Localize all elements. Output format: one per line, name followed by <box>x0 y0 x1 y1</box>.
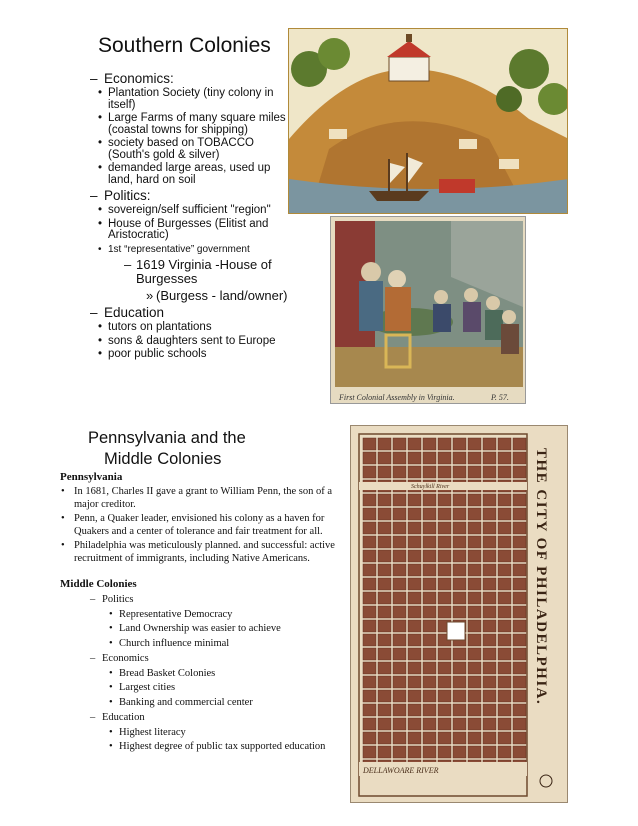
map-title: THE CITY OF PHILADELPHIA. <box>533 448 549 706</box>
delaware-river-label: DELLAWOARE RIVER <box>363 766 439 775</box>
engraving-page: P. 57. <box>491 393 509 402</box>
colonial-assembly-engraving <box>330 216 526 404</box>
list-item: • sons & daughters sent to Europe <box>90 336 290 348</box>
list-item: • Bread Basket Colonies <box>60 668 350 681</box>
list-item: • Penn, a Quaker leader, envisioned his colony as a haven for Quakers and a center of tolerance and fair treatment for all. <box>60 513 350 538</box>
politics-label-text: Politics <box>102 594 134 605</box>
economics-heading: – Economics: <box>90 71 290 86</box>
subsub-item-text: (Burgess - land/owner) <box>156 288 288 303</box>
southern-outline <box>90 69 290 361</box>
list-item: • tutors on plantations <box>90 322 290 334</box>
list-item: • House of Burgesses (Elitist and Aristocratic) <box>90 219 290 242</box>
philadelphia-map <box>350 425 568 803</box>
economics-label-text: Economics <box>102 653 149 664</box>
list-item: • Large Farms of many square miles (coastal towns for shipping) <box>90 113 290 136</box>
subsub-item: » (Burgess - land/owner) <box>146 288 288 303</box>
economics-label: – Economics <box>90 653 149 664</box>
list-item: • 1st “representative” government <box>90 244 290 256</box>
plantation-painting <box>288 28 568 214</box>
list-item: • demanded large areas, used up land, hard on soil <box>90 163 290 186</box>
list-item: • In 1681, Charles II gave a grant to William Penn, the son of a major creditor. <box>60 486 350 511</box>
slide-title: Southern Colonies <box>98 34 271 57</box>
list-item: • Largest cities <box>60 682 350 695</box>
education-label-text: Education <box>102 712 145 723</box>
list-item: • Land Ownership was easier to achieve <box>60 623 350 636</box>
education-label: – Education <box>90 712 145 723</box>
list-item: • Highest literacy <box>60 727 350 740</box>
sub-item-text: 1619 Virginia -House of Burgesses <box>136 257 272 286</box>
list-item: • Plantation Society (tiny colony in itself) <box>90 88 290 111</box>
list-item: • society based on TOBACCO (South's gold & silver) <box>90 138 290 161</box>
title-line-1: Pennsylvania and the <box>88 429 246 447</box>
politics-label: – Politics <box>90 594 134 605</box>
schuylkill-river-label: Schuylkill River <box>411 484 450 490</box>
middle-outline <box>60 471 350 754</box>
slide-middle-colonies <box>0 410 638 826</box>
pennsylvania-heading: Pennsylvania <box>60 471 123 483</box>
list-item: • Philadelphia was meticulously planned. and successful: active recruitment of immigrants, including Native Americans. <box>60 540 350 565</box>
list-item: • Representative Democracy <box>60 609 350 622</box>
list-item: • sovereign/self sufficient "region" <box>90 205 290 217</box>
slide-title <box>88 428 328 470</box>
title-line-2: Middle Colonies <box>104 450 222 468</box>
list-item: • Church influence minimal <box>60 638 350 651</box>
engraving-caption: First Colonial Assembly in Virginia. <box>339 393 455 402</box>
politics-heading: – Politics: <box>90 188 290 203</box>
list-item: • poor public schools <box>90 349 290 361</box>
list-item: • Banking and commercial center <box>60 697 350 710</box>
education-heading: – Education <box>90 305 290 320</box>
slide-southern-colonies <box>0 0 638 410</box>
middle-colonies-heading: Middle Colonies <box>60 578 137 590</box>
list-item: • Highest degree of public tax supported education <box>60 741 350 754</box>
sub-item: – 1619 Virginia -House of Burgesses <box>124 257 272 286</box>
